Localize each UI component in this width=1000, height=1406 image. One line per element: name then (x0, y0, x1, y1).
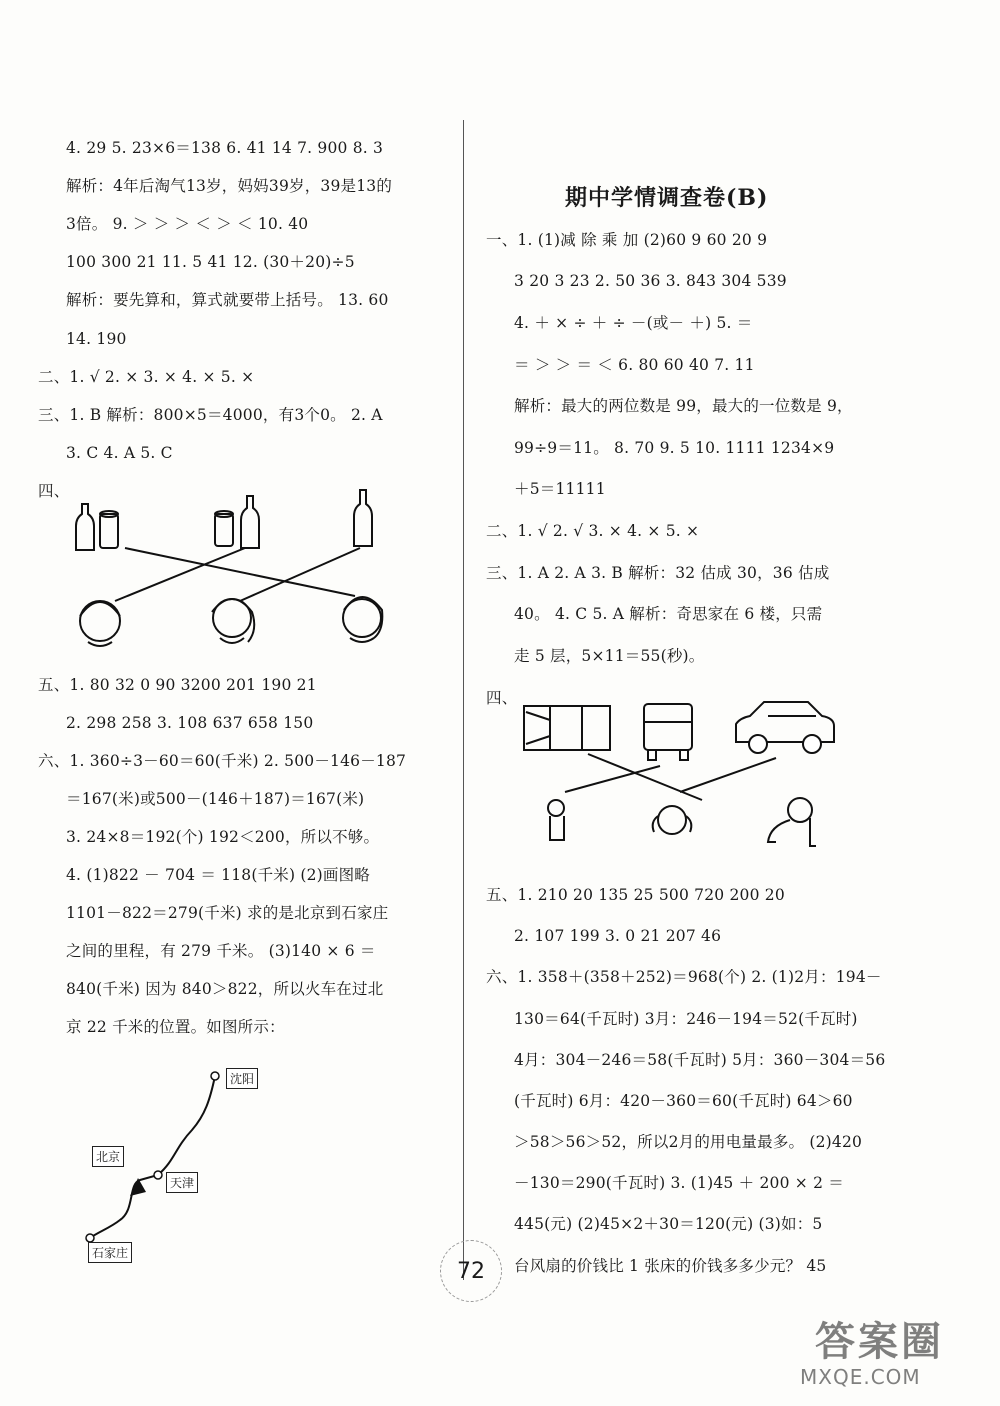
watermark-logo: 答案圈 (815, 1319, 944, 1365)
car-side-view-icon (736, 702, 834, 742)
answer-line: 4月：304－246＝58(千瓦时) 5月：360－304＝56 (514, 1051, 886, 1069)
answer-line: 3倍。 9. ＞ ＞ ＞ ＜ ＞ ＜ 10. 40 (66, 215, 309, 233)
section-five: 五、1. 80 32 0 90 3200 201 190 21 (38, 676, 317, 694)
answer-line: 2. 107 199 3. 0 21 207 46 (514, 927, 722, 945)
answer-line: 台风扇的价钱比 1 张床的价钱多多少元？ 45 (514, 1257, 827, 1275)
answer-line: 4. 29 5. 23×6＝138 6. 41 14 7. 900 8. 3 (66, 139, 384, 157)
answer-line: 14. 190 (66, 330, 127, 348)
puppy-icon (658, 806, 686, 834)
answer-line: 99÷9＝11。 8. 70 9. 5 10. 1111 1234×9 (514, 439, 835, 457)
answer-line: ＝167(米)或500－(146＋187)＝167(米) (66, 790, 365, 808)
bottle-icon (354, 490, 372, 546)
answer-line: 100 300 21 11. 5 41 12. (30＋20)÷5 (66, 253, 355, 271)
section-six: 六、1. 360÷3－60＝60(千米) 2. 500－146－187 (38, 752, 407, 770)
railway-map (80, 1060, 300, 1270)
answer-line: －130＝290(千瓦时) 3. (1)45 ＋ 200 × 2 ＝ (514, 1174, 844, 1192)
answer-line: 3. C 4. A 5. C (66, 444, 173, 462)
answer-line: 40。 4. C 5. A 解析：奇思家在 6 楼，只需 (514, 605, 823, 623)
answer-line: 之间的里程，有 279 千米。 (3)140 × 6 ＝ (66, 942, 376, 960)
child-icon (80, 601, 120, 641)
section-title: 期中学情调查卷(B) (565, 185, 769, 211)
answer-line: 解析：要先算和，算式就要带上括号。 13. 60 (66, 291, 389, 309)
answer-line: 4. ＋ × ÷ ＋ ÷ －(或－ ＋) 5. ＝ (514, 314, 753, 332)
answer-line: ＞58＞56＞52，所以2月的用电量最多。 (2)420 (514, 1133, 863, 1151)
cup-icon (215, 514, 233, 546)
cup-icon (100, 514, 118, 548)
answer-line: 1101－822＝279(千米) 求的是北京到石家庄 (66, 904, 389, 922)
answer-line: 解析：4年后淘气13岁，妈妈39岁，39是13的 (66, 177, 393, 195)
city-label-shenyang: 沈阳 (226, 1068, 258, 1089)
answer-line: 解析：最大的两位数是 99，最大的一位数是 9， (514, 397, 853, 415)
city-label-beijing: 北京 (92, 1146, 124, 1167)
column-divider (463, 120, 464, 1280)
answer-line: 3. 24×8＝192(个) 192＜200，所以不够。 (66, 828, 380, 846)
answer-line: 3 20 3 23 2. 50 36 3. 843 304 539 (514, 272, 787, 290)
matching-figure-vehicles (520, 696, 840, 858)
section-two: 二、1. √ 2. × 3. × 4. × 5. × (38, 368, 255, 386)
section-four: 四、 (486, 689, 518, 707)
answer-line: 840(千米) 因为 840＞822，所以火车在过北 (66, 980, 384, 998)
section-two: 二、1. √ 2. √ 3. × 4. × 5. × (486, 522, 700, 540)
section-three: 三、1. A 2. A 3. B 解析：32 估成 30，36 估成 (486, 564, 830, 582)
answer-line: 2. 298 258 3. 108 637 658 150 (66, 714, 314, 732)
answer-line: (千瓦时) 6月：420－360＝60(千瓦时) 64＞60 (514, 1092, 853, 1110)
page-number: 72 (440, 1240, 502, 1302)
city-label-tianjin: 天津 (166, 1172, 198, 1193)
answer-line: 京 22 千米的位置。如图所示： (66, 1018, 285, 1036)
section-three: 三、1. B 解析：800×5＝4000，有3个0。 2. A (38, 406, 383, 424)
bottle-icon (76, 504, 94, 550)
matching-figure-bottles (70, 486, 400, 662)
section-four: 四、 (38, 482, 70, 500)
dog-icon (788, 798, 812, 822)
section-one: 一、1. (1)减 除 乘 加 (2)60 9 60 20 9 (486, 231, 768, 249)
train-position-arrow (130, 1178, 146, 1196)
answer-line: 走 5 层，5×11＝55(秒)。 (514, 647, 705, 665)
answer-line: 130＝64(千瓦时) 3月：246－194＝52(千瓦时) (514, 1010, 858, 1028)
answer-line: ＋5＝11111 (514, 480, 606, 498)
answer-line: 4. (1)822 － 704 ＝ 118(千米) (2)画图略 (66, 866, 371, 884)
section-six: 六、1. 358＋(358＋252)＝968(个) 2. (1)2月：194－ (486, 968, 882, 986)
city-label-shijiazhuang: 石家庄 (88, 1242, 132, 1263)
cat-icon (548, 800, 564, 816)
watermark-site: MXQE.COM (800, 1365, 921, 1389)
car-top-view-icon (524, 706, 610, 750)
section-five: 五、1. 210 20 135 25 500 720 200 20 (486, 886, 785, 904)
answer-line: ＝ ＞ ＞ ＝ ＜ 6. 80 60 40 7. 11 (514, 356, 755, 374)
answer-line: 445(元) (2)45×2＋30＝120(元) (3)如：5 (514, 1215, 823, 1233)
car-front-view-icon (644, 704, 692, 750)
bottle-icon (241, 496, 259, 548)
